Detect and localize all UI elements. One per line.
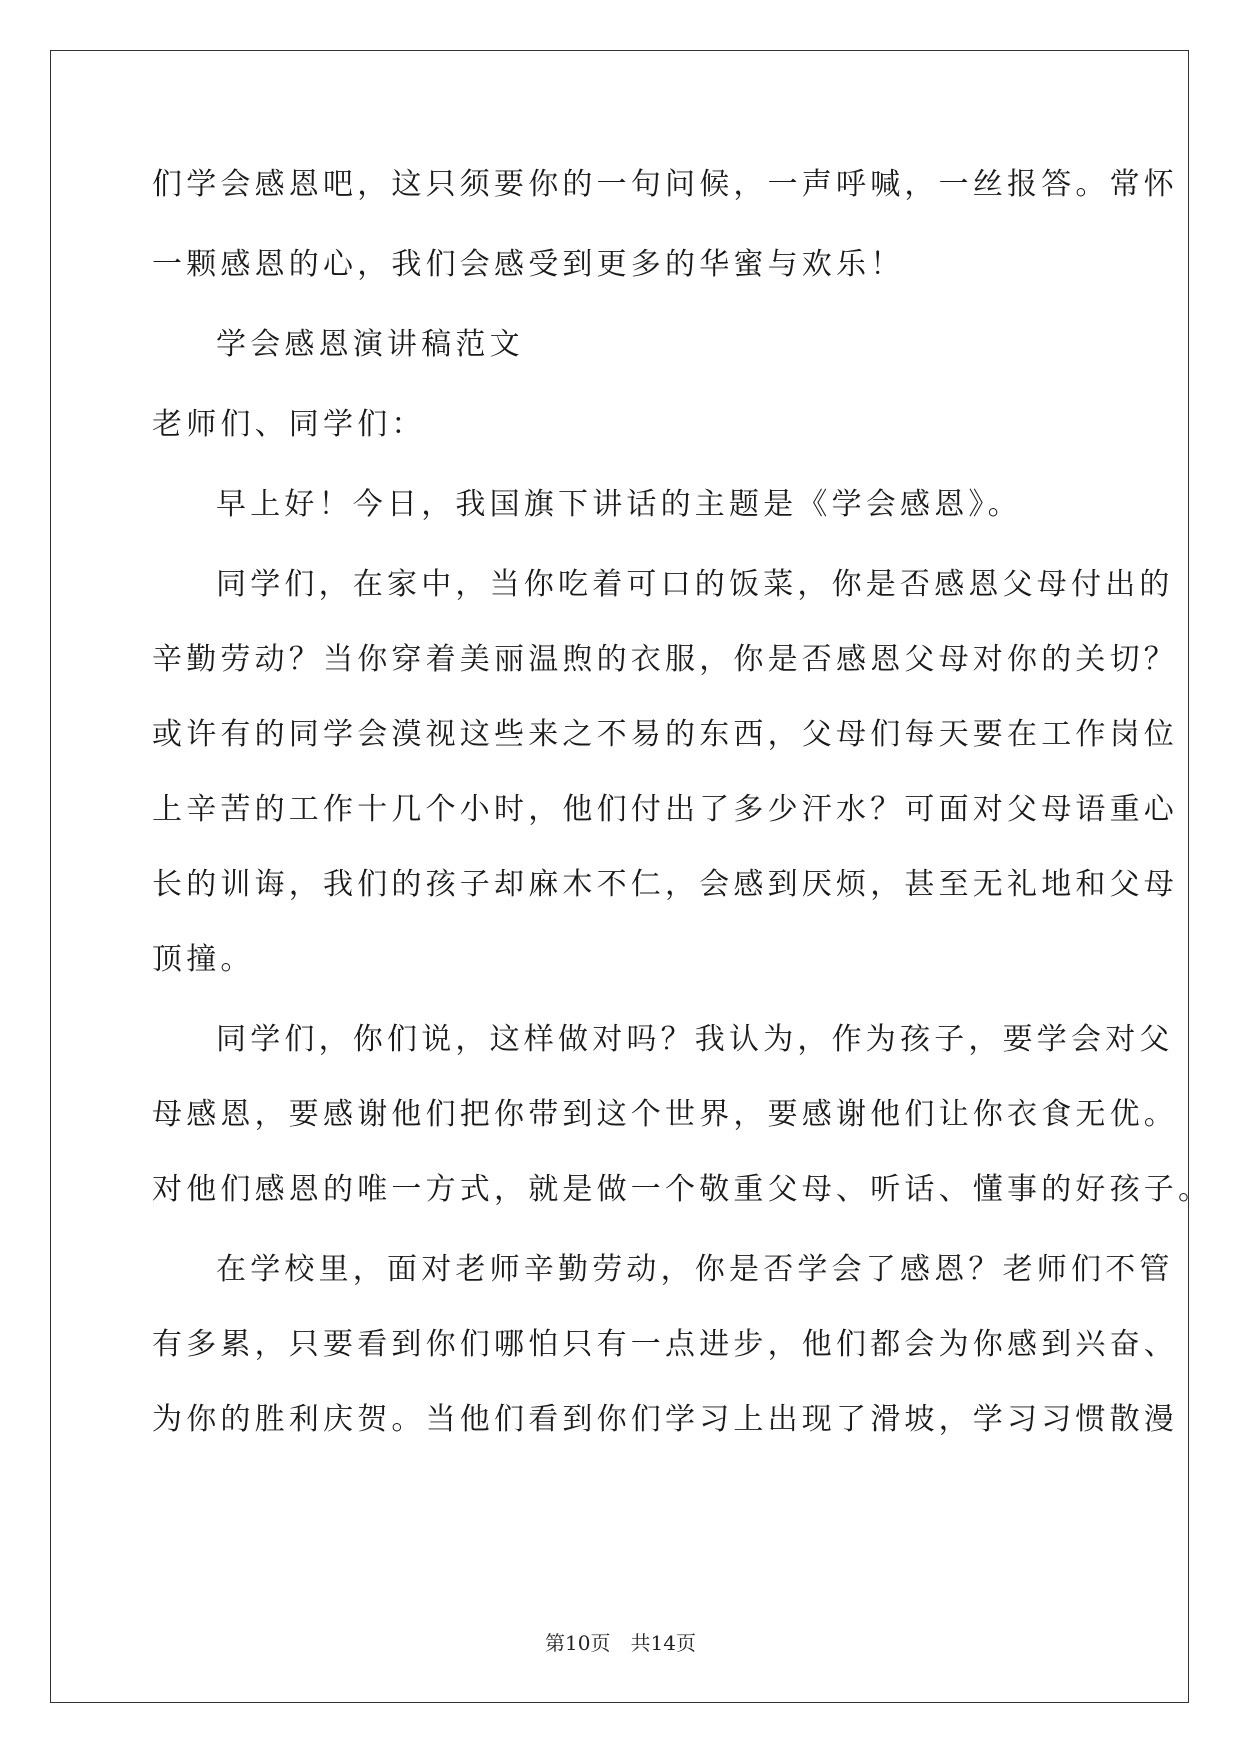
section-title: 学会感恩演讲稿范文	[216, 327, 524, 362]
text-line: 上辛苦的工作十几个小时，他们付出了多少汗水？可面对父母语重心	[152, 792, 1178, 827]
salutation: 老师们、同学们：	[152, 407, 426, 442]
text-line: 长的训诲，我们的孩子却麻木不仁，会感到厌烦，甚至无礼地和父母	[152, 867, 1178, 902]
text-line: 同学们，在家中，当你吃着可口的饭菜，你是否感恩父母付出的	[216, 567, 1174, 602]
text-line: 在学校里，面对老师辛勤劳动，你是否学会了感恩？老师们不管	[216, 1252, 1174, 1287]
text-line: 母感恩，要感谢他们把你带到这个世界，要感谢他们让你衣食无优。	[152, 1097, 1178, 1132]
text-line: 同学们，你们说，这样做对吗？我认为，作为孩子，要学会对父	[216, 1022, 1174, 1057]
text-line: 一颗感恩的心，我们会感受到更多的华蜜与欢乐！	[152, 247, 905, 282]
page-number-footer: 第10页 共14页	[545, 1631, 696, 1655]
text-line: 有多累，只要看到你们哪怕只有一点进步，他们都会为你感到兴奋、	[152, 1327, 1178, 1362]
text-line: 们学会感恩吧，这只须要你的一句问候，一声呼喊，一丝报答。常怀	[152, 167, 1178, 202]
text-line: 或许有的同学会漠视这些来之不易的东西，父母们每天要在工作岗位	[152, 717, 1178, 752]
text-line: 早上好！今日，我国旗下讲话的主题是《学会感恩》。	[216, 487, 1022, 522]
text-line: 顶撞。	[152, 942, 255, 977]
text-line: 为你的胜利庆贺。当他们看到你们学习上出现了滑坡，学习习惯散漫	[152, 1402, 1178, 1437]
text-line: 对他们感恩的唯一方式，就是做一个敬重父母、听话、懂事的好孩子。	[152, 1172, 1213, 1207]
text-line: 辛勤劳动？当你穿着美丽温煦的衣服，你是否感恩父母对你的关切？	[152, 642, 1178, 677]
